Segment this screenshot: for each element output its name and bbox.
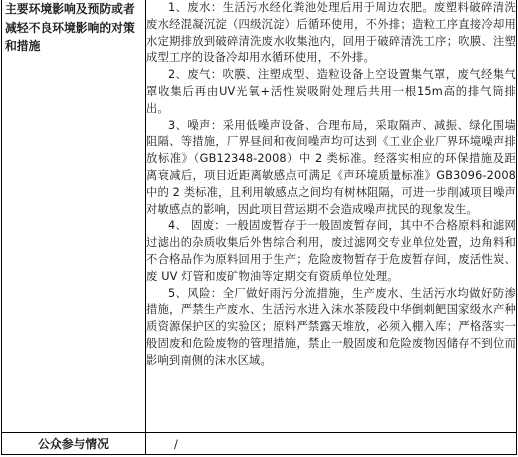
environmental-info-table <box>1 0 517 455</box>
paragraph-exhaust-gas: 2、废气：吹膜、注塑成型、造粒设备上空设置集气罩，废气经集气罩收集后再由UV光氧+活性炭吸附处理后共用一根15m高的排气筒排出。 <box>146 68 516 115</box>
paragraph-noise: 3、噪声：采用低噪声设备、合理布局，采取隔声、减振、绿化围墙阻隔、等措施，厂界昼间和夜间噪声均可达到《工业企业厂界环境噪声排放标准》（GB12348-2008）中 2 类标准。经落实相应的环保措施及距离衰减后，项目近距离敏感点可满足《声环境质量标准》GB3096-2008 中的 2 类标准，且利用敏感点之间均有树林阻隔，可进一步削减项目噪声对敏感点的影响，因此项目营运期不会造成噪声扰民的现象发生。 <box>146 118 516 216</box>
public-participation-value-cell <box>146 433 517 455</box>
public-participation-label: 公众参与情况 <box>38 437 109 451</box>
public-participation-label-cell <box>2 433 146 455</box>
row-label-cell <box>2 0 146 433</box>
table-row-measures <box>2 0 517 433</box>
measures-label: 主要环境影响及预防或者减轻不良环境影响的对策和措施 <box>5 2 135 53</box>
public-participation-value: / <box>174 436 178 451</box>
measures-content-cell <box>146 0 517 433</box>
table-row-public-participation <box>2 433 517 455</box>
paragraph-wastewater: 1、废水：生活污水经化粪池处理后用于周边农肥。废塑料破碎清洗废水经混凝沉淀（四级沉淀）后循环使用，不外排；造粒工序直接冷却用水定期排放到破碎清洗废水收集池内，回用于破碎清洗工序；吹膜、注塑成型工序的设备冷却用水循环使用，不外排。 <box>146 1 516 65</box>
paragraph-risk: 5、风险：全厂做好雨污分流措施，生产废水、生活污水均做好防渗措施，严禁生产废水、生活污水进入沫水茶陵段中华倒刺鲃国家级水产种质资源保护区的实验区；原料严禁露天堆放，必须入棚入库；严格落实一般固废和危险废物的管理措施，禁止一般固废和危险废物因储存不到位而影响到南侧的沫水区域。 <box>146 286 516 367</box>
paragraph-solid-waste: 4、 固废：一般固废暂存于一般固废暂存间，其中不合格原料和滤网过滤出的杂质收集后外售综合利用，废过滤网交专业单位处置，边角料和不合格品作为原料回用于生产；危险废物暂存于危废暂存间，废活性炭、废 UV 灯管和废矿物油等定期交有资质单位处理。 <box>146 219 516 283</box>
